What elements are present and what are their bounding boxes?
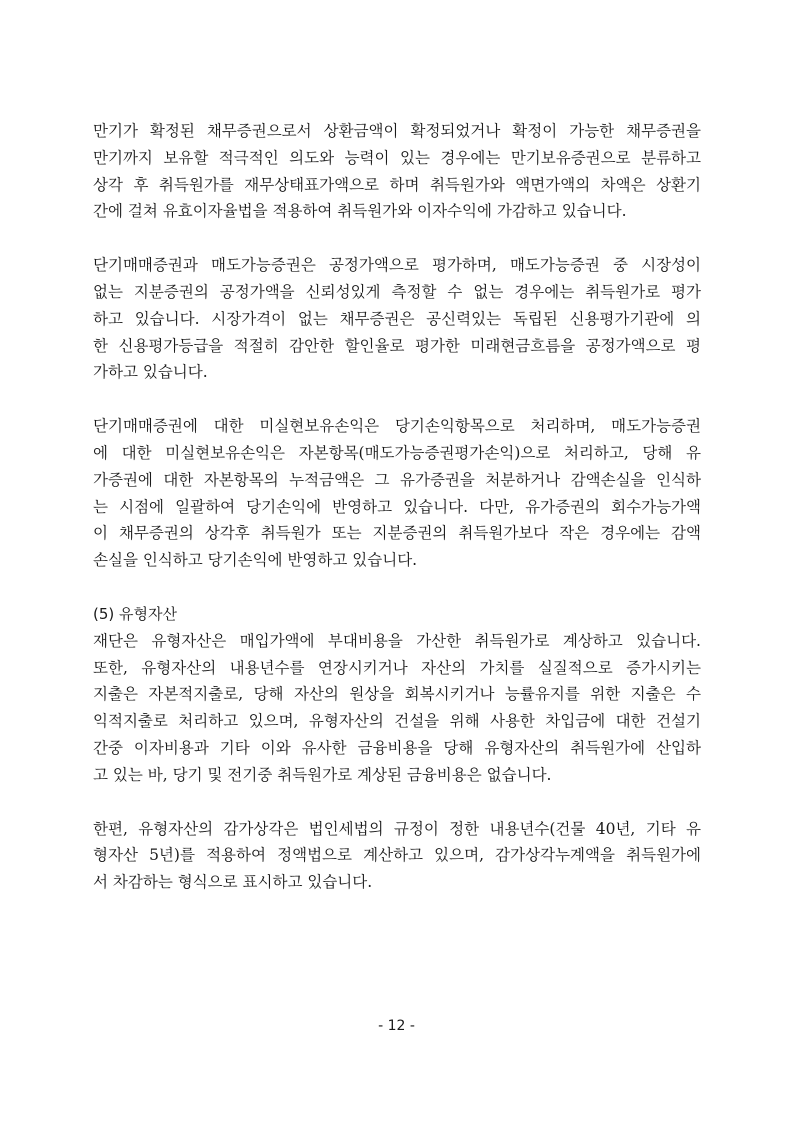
text-line: 는 시점에 일괄하여 당기손익에 반영하고 있습니다. 다만, 유가증권의 회수가능가액 [93, 497, 701, 516]
paragraph-unrealized-gains [93, 413, 701, 574]
text-line: 단기매매증권에 대한 미실현보유손익은 당기손익항목으로 처리하며, 매도가능증권 [93, 417, 701, 436]
text-line: 한편, 유형자산의 감가상각은 법인세법의 규정이 정한 내용년수(건물 40년, 기타 유 [93, 819, 701, 838]
text-line: 간에 걸쳐 유효이자율법을 적용하여 취득원가와 이자수익에 가감하고 있습니다. [93, 202, 627, 221]
text-line: 손실을 인식하고 당기손익에 반영하고 있습니다. [93, 551, 418, 570]
text-line: 없는 지분증권의 공정가액을 신뢰성있게 측정할 수 없는 경우에는 취득원가로 평가 [93, 282, 701, 301]
text-line: 가증권에 대한 자본항목의 누적금액은 그 유가증권을 처분하거나 감액손실을 인식하 [93, 470, 701, 489]
document-body [93, 118, 701, 923]
text-line: 재단은 유형자산은 매입가액에 부대비용을 가산한 취득원가로 계상하고 있습니다. [93, 631, 701, 650]
paragraph-fair-value [93, 252, 701, 386]
text-line: 단기매매증권과 매도가능증권은 공정가액으로 평가하며, 매도가능증권 중 시장성이 [93, 256, 701, 275]
text-line: 한 신용평가등급을 적절히 감안한 할인율로 평가한 미래현금흐름을 공정가액으로 평 [93, 336, 701, 355]
text-line: 고 있는 바, 당기 및 전기중 취득원가로 계상된 금융비용은 없습니다. [93, 765, 552, 784]
text-line: 에 대한 미실현보유손익은 자본항목(매도가능증권평가손익)으로 처리하고, 당해 유 [93, 443, 701, 462]
text-line: 간중 이자비용과 기타 이와 유사한 금융비용을 당해 유형자산의 취득원가에 산입하 [93, 738, 701, 757]
paragraph-depreciation [93, 816, 701, 896]
text-line: 상각 후 취득원가를 재무상태표가액으로 하며 취득원가와 액면가액의 차액은 상환기 [93, 175, 701, 194]
paragraph-held-to-maturity [93, 118, 701, 225]
text-line: 하고 있습니다. 시장가격이 없는 채무증권은 공신력있는 독립된 신용평가기관에 의 [93, 309, 701, 328]
text-line: 서 차감하는 형식으로 표시하고 있습니다. [93, 873, 373, 892]
text-line: 만기가 확정된 채무증권으로서 상환금액이 확정되었거나 확정이 가능한 채무증권을 [93, 122, 701, 140]
text-line: 가하고 있습니다. [93, 363, 208, 382]
section-heading: (5) 유형자산 [93, 604, 177, 623]
page-number: - 12 - [378, 1018, 415, 1034]
text-line: 만기까지 보유할 적극적인 의도와 능력이 있는 경우에는 만기보유증권으로 분류하고 [93, 148, 701, 167]
text-line: 지출은 자본적지출로, 당해 자산의 원상을 회복시키거나 능률유지를 위한 지출은 수 [93, 685, 701, 704]
text-line: 익적지출로 처리하고 있으며, 유형자산의 건설을 위해 사용한 차입금에 대한 건설기 [93, 712, 701, 731]
text-line: 형자산 5년)를 적용하여 정액법으로 계산하고 있으며, 감가상각누계액을 취득원가에 [93, 846, 701, 865]
section-tangible-assets [93, 601, 701, 789]
text-line: 이 채무증권의 상각후 취득원가 또는 지분증권의 취득원가보다 작은 경우에는 감액 [93, 524, 701, 543]
text-line: 또한, 유형자산의 내용년수를 연장시키거나 자산의 가치를 실질적으로 증가시키는 [93, 658, 701, 677]
